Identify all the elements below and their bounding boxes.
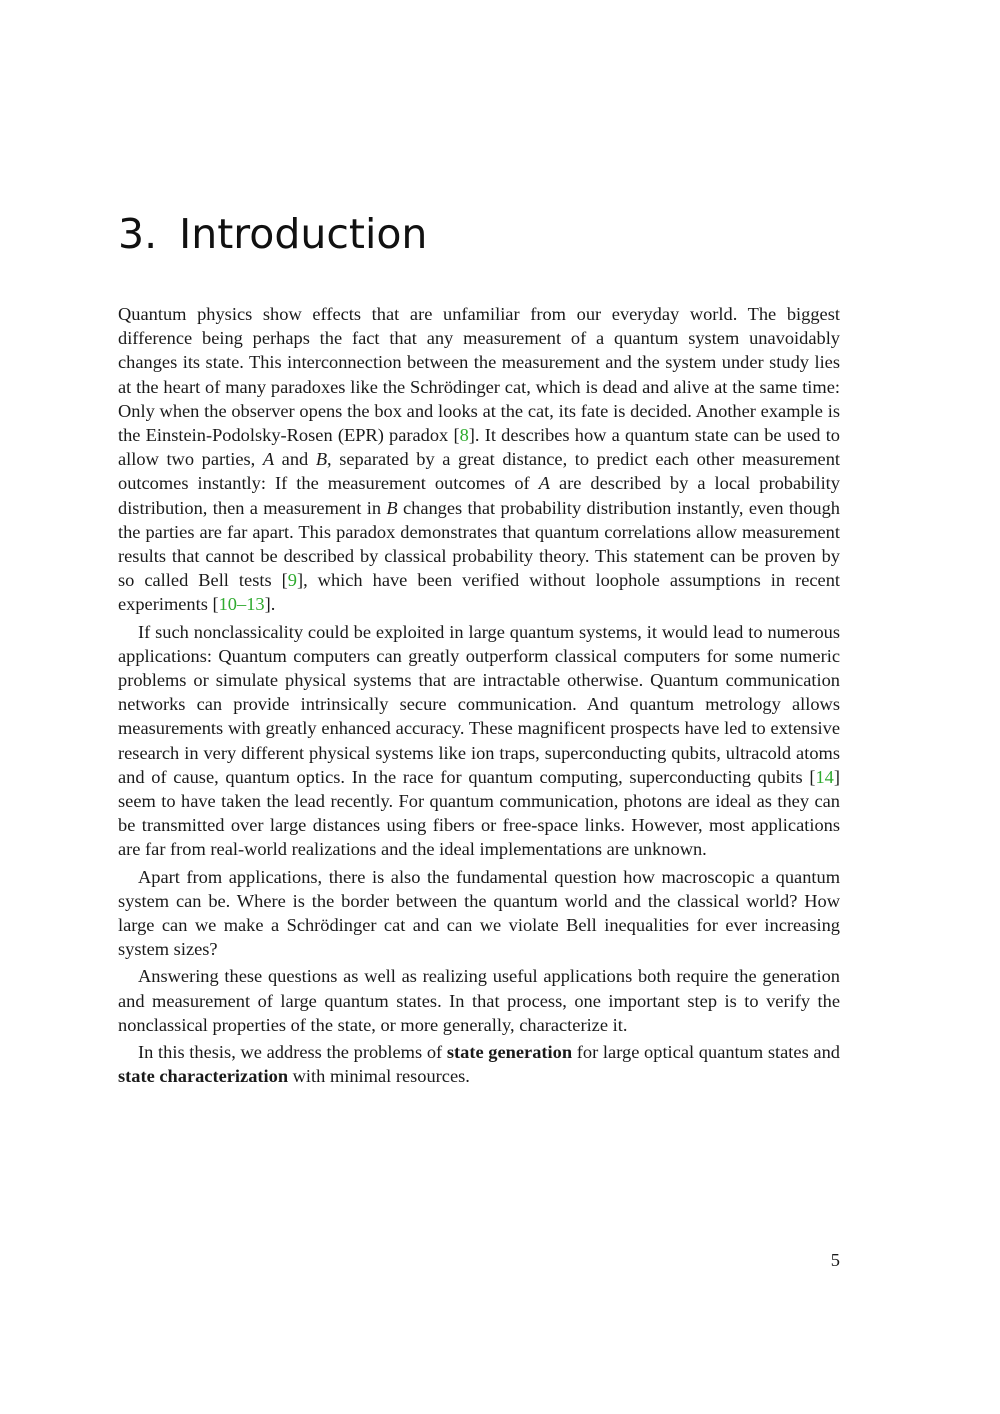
chapter-heading [118, 206, 427, 262]
math-variable: A [538, 473, 550, 494]
citation-link[interactable]: 10–13 [218, 594, 265, 615]
paragraph [118, 302, 840, 617]
text-run: , which have been verified without loophole assumptions in recent experiments [118, 570, 840, 615]
text-run: ] [833, 766, 840, 787]
chapter-number: 3. [118, 210, 158, 258]
math-variable: B [386, 497, 398, 518]
text-run: ] [296, 570, 304, 591]
text-run: . It describes how a quantum state can be used to allow two parties, [118, 425, 840, 470]
text-run: ] [468, 425, 475, 446]
body-text [118, 302, 840, 1089]
text-run: Quantum physics show effects that are unfamiliar from our everyday world. The biggest difference being perhaps the fact that any measurement of a quantum system unavoidably changes its state. This interconnection between the measurement and the system under study lies at the heart of many paradoxes like the Schrödinger cat, which is dead and alive at the same time: Only when the observer opens the box and looks at the cat, its fate is decided. Another example is the Einstein-Podolsky-Rosen (EPR) paradox [118, 304, 840, 446]
text-run: . [270, 594, 276, 615]
text-run: Answering these questions as well as realizing useful applications both require the generation and measurement of large quantum states. In that process, one important step is to verify the nonclassical properties of the state, or more generally, characterize it. [118, 966, 840, 1035]
text-run: If such nonclassicality could be exploited in large quantum systems, it would lead to numerous applications: Quantum computers can greatly outperform classical computers for some numeric problems or simulate physical systems that are intractable otherwise. Quantum communication networks can provide intrinsically secure communication. And quantum metrology allows measurements with greatly enhanced accuracy. These magnificent prospects have led to extensive research in very different physical systems like ion traps, superconducting qubits, ultracold atoms and of cause, quantum optics. In the race for quantum computing, superconducting qubits [118, 621, 840, 787]
text-run: [ [453, 425, 460, 446]
page-number: 5 [830, 1250, 840, 1270]
citation-link[interactable]: 14 [815, 766, 834, 787]
citation-link[interactable]: 9 [287, 570, 297, 591]
paragraph [118, 1040, 840, 1088]
paragraph [118, 620, 840, 862]
citation-link[interactable]: 8 [459, 425, 469, 446]
text-run: In this thesis, we address the problems of [138, 1042, 447, 1063]
text-run: seem to have taken the lead recently. For quantum communication, photons are ideal as they can be transmitted over large distances using fibers or free-space links. However, most applications are far from real-world realizations and the ideal implementations are unknown. [118, 791, 840, 860]
bold-term: state characterization [118, 1066, 289, 1087]
text-run: [ [809, 766, 816, 787]
text-run: changes that probability distribution instantly, even though the parties are far apart. This paradox demonstrates that quantum correlations allow measurement results that cannot be described by classical probability theory. This statement can be proven by so called Bell tests [118, 497, 840, 591]
chapter-title: Introduction [179, 210, 428, 258]
text-run: ] [264, 594, 271, 615]
math-variable: A [262, 449, 275, 470]
text-run: with minimal resources. [288, 1066, 470, 1087]
math-variable: B [315, 449, 328, 470]
paragraph [118, 865, 840, 962]
text-run: and [274, 449, 316, 470]
text-run: [ [212, 594, 219, 615]
text-run: Apart from applications, there is also the fundamental question how macroscopic a quantum system can be. Where is the border between the quantum world and the classical world? How large can we make a Schrödinger cat and can we violate Bell inequalities for ever increasing system sizes? [118, 866, 840, 960]
paragraph [118, 964, 840, 1037]
text-run: for large optical quantum states and [572, 1042, 840, 1063]
text-run: [ [281, 570, 288, 591]
text-run: , separated by a great distance, to predict each other measurement outcomes instantly: If the measurement outcomes of [118, 449, 841, 494]
text-run: are described by a local probability distribution, then a measurement in [118, 473, 840, 518]
bold-term: state generation [446, 1042, 573, 1063]
